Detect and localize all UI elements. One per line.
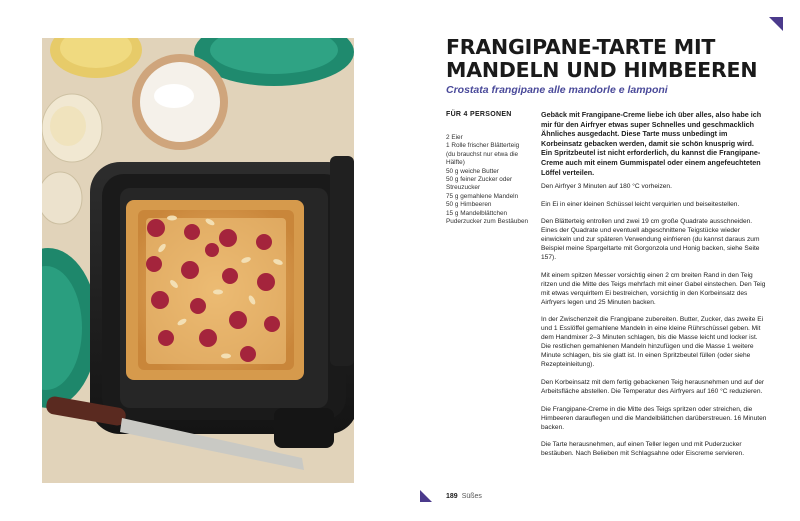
ingredient-item: Puderzucker zum Bestäuben xyxy=(446,218,529,226)
instruction-step: Den Blätterteig entrollen und zwei 19 cm große Quadrate ausschneiden. Eines der Quadrate und eventuell abgeschnittene Teigstücke wieder einwickeln und zur späteren Verwendung einfrieren (du kannst daraus zum Beispiel meine Spargeltarte mit Gorgonzola und Honig backen, siehe Seite 157). xyxy=(541,218,760,262)
recipe-subtitle: Crostata frangipane alle mandorle e lamponi xyxy=(446,84,668,96)
ingredient-item: 50 g Himbeeren xyxy=(446,201,492,209)
recipe-intro: Gebäck mit Frangipane-Creme liebe ich über alles, also habe ich mir für den Airfryer etwas super Schnelles und geschmacklich Ähnliches ausgedacht. Diese Tarte muss unbedingt im Korbeinsatz gebacken werden, damit sie schön knusprig wird. Ein Spritzbeutel ist nicht erforderlich, du kannst die Frangipane-Creme auch mit einem Gummispatel oder einem angefeuchteten Löffel verteilen. xyxy=(541,110,762,177)
instruction-step: Den Korbeinsatz mit dem fertig gebackenen Teig herausnehmen und auf der Arbeitsfläche abstellen. Die Temperatur des Airfryers auf 160 °C reduzieren. xyxy=(541,378,765,395)
ingredient-item: 75 g gemahlene Mandeln xyxy=(446,192,519,200)
ingredient-item: 1 Rolle frischer Blätterteig (du brauchst nur etwa die Hälfte) xyxy=(446,142,520,167)
section-name: Süßes xyxy=(461,492,482,500)
ingredient-item: 15 g Mandelblättchen xyxy=(446,209,508,217)
footer-triangle-icon xyxy=(420,490,432,502)
ingredient-item: 50 g feiner Zucker oder Streuzucker xyxy=(446,176,513,192)
ingredient-item: 50 g weiche Butter xyxy=(446,167,499,175)
instruction-step: Die Frangipane-Creme in die Mitte des Teigs spritzen oder streichen, die Himbeeren darauflegen und die Mandelblättchen darüberstreuen. 16 Minuten backen. xyxy=(541,405,767,431)
instruction-steps xyxy=(541,182,767,467)
corner-triangle-icon xyxy=(769,17,783,31)
page-number: 189 xyxy=(446,492,458,500)
ingredient-list xyxy=(446,134,530,226)
page-footer xyxy=(420,489,482,503)
instruction-step: Die Tarte herausnehmen, auf einen Teller legen und mit Puderzucker bestäuben. Nach Belieben mit Schlagsahne oder Eiscreme servieren. xyxy=(541,441,745,458)
photo-illustration xyxy=(42,38,354,483)
instruction-step: Mit einem spitzen Messer vorsichtig einen 2 cm breiten Rand in den Teig ritzen und die Mitte des Teigs mehrfach mit einer Gabel einstechen. Den Teig mit etwas verquirltem Ei bestreichen, vorsichtig in den Korbeinsatz des Airfryers legen und 25 Minuten backen. xyxy=(541,271,766,306)
instruction-step: Den Airfryer 3 Minuten auf 180 °C vorheizen. xyxy=(541,183,672,190)
instruction-step: In der Zwischenzeit die Frangipane zubereiten. Butter, Zucker, das zweite Ei und 1 Esslöffel gemahlene Mandeln in eine kleine Rührschüssel geben. Mit dem Handmixer 2–3 Minuten schlagen, bis die Masse leicht und locker ist. Die restlichen gemahlenen Mandeln hinzufügen und die Masse 1 weitere Minute schlagen, bis sie glatt ist. In einen Spritzbeutel füllen (oder siehe Rezepteinleitung). xyxy=(541,316,764,369)
ingredient-item: 2 Eier xyxy=(446,134,463,141)
recipe-title: FRANGIPANE-TARTE MIT MANDELN UND HIMBEEREN xyxy=(446,35,758,82)
recipe-photo xyxy=(42,38,354,483)
servings-label: FÜR 4 PERSONEN xyxy=(446,111,512,118)
instruction-step: Ein Ei in einer kleinen Schüssel leicht verquirlen und beiseitestellen. xyxy=(541,200,740,208)
